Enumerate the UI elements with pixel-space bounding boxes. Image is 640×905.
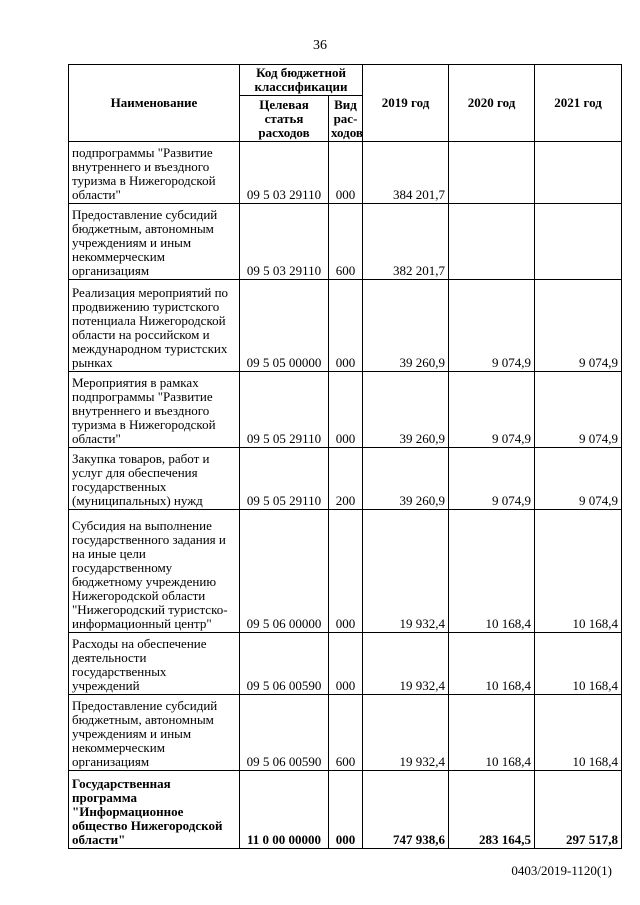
row-expense-type: 000 [329,280,363,372]
row-value-2021: 10 168,4 [535,695,622,771]
row-value-2019: 382 201,7 [363,204,449,280]
row-expense-type: 200 [329,448,363,510]
row-value-2020: 283 164,5 [449,771,535,849]
row-name: Закупка товаров, работ и услуг для обеспечения государственных (муниципальных) нужд [69,448,240,510]
row-value-2019: 39 260,9 [363,372,449,448]
table-header [69,65,622,142]
row-name: Мероприятия в рамках подпрограммы "Развитие внутреннего и въездного туризма в Нижегородской области" [69,372,240,448]
row-value-2021: 9 074,9 [535,280,622,372]
header-expense-type: Вид рас-ходов [329,96,363,142]
row-name: Расходы на обеспечение деятельности государственных учреждений [69,633,240,695]
row-value-2021: 9 074,9 [535,448,622,510]
header-2019: 2019 год [363,65,449,142]
header-name: Наименование [69,65,240,142]
row-expense-type: 600 [329,695,363,771]
row-target-code: 09 5 05 29110 [240,372,329,448]
row-value-2019: 747 938,6 [363,771,449,849]
row-value-2019: 19 932,4 [363,633,449,695]
header-kbk-group: Код бюджетной классификации [240,65,363,96]
table-row [69,695,622,771]
row-name: Предоставление субсидий бюджетным, автономным учреждениям и иным некоммерческим организациям [69,204,240,280]
row-value-2019: 384 201,7 [363,142,449,204]
row-value-2020: 9 074,9 [449,372,535,448]
header-2021: 2021 год [535,65,622,142]
row-target-code: 11 0 00 00000 [240,771,329,849]
row-value-2020: 9 074,9 [449,448,535,510]
row-name: Предоставление субсидий бюджетным, автономным учреждениям и иным некоммерческим организациям [69,695,240,771]
row-value-2019: 39 260,9 [363,280,449,372]
row-value-2019: 39 260,9 [363,448,449,510]
row-value-2021: 297 517,8 [535,771,622,849]
budget-table [68,64,622,849]
document-id: 0403/2019-1120(1) [511,863,612,878]
table-row [69,771,622,849]
row-expense-type: 600 [329,204,363,280]
row-value-2020: 10 168,4 [449,695,535,771]
row-expense-type: 000 [329,372,363,448]
table-row [69,448,622,510]
row-value-2020: 10 168,4 [449,633,535,695]
row-value-2021: 10 168,4 [535,510,622,633]
row-name: Государственная программа "Информационное общество Нижегородской области" [69,771,240,849]
row-expense-type: 000 [329,142,363,204]
row-name: Субсидия на выполнение государственного задания и на иные цели государственному бюджетному учреждению Нижегородской области "Нижегородский туристско-информационный центр" [69,510,240,633]
row-target-code: 09 5 05 29110 [240,448,329,510]
row-value-2020 [449,204,535,280]
header-2020: 2020 год [449,65,535,142]
row-value-2021: 9 074,9 [535,372,622,448]
row-target-code: 09 5 03 29110 [240,142,329,204]
row-target-code: 09 5 05 00000 [240,280,329,372]
row-value-2020: 9 074,9 [449,280,535,372]
row-expense-type: 000 [329,510,363,633]
row-name: подпрограммы "Развитие внутреннего и въездного туризма в Нижегородской области" [69,142,240,204]
row-value-2021 [535,204,622,280]
row-value-2021: 10 168,4 [535,633,622,695]
row-target-code: 09 5 06 00590 [240,633,329,695]
row-name: Реализация мероприятий по продвижению туристского потенциала Нижегородской области на российском и международном туристских рынках [69,280,240,372]
row-expense-type: 000 [329,633,363,695]
row-target-code: 09 5 06 00590 [240,695,329,771]
table-row [69,280,622,372]
row-value-2020 [449,142,535,204]
row-value-2021 [535,142,622,204]
table-row [69,633,622,695]
table-body [69,142,622,849]
row-value-2020: 10 168,4 [449,510,535,633]
table-row [69,372,622,448]
table-row [69,204,622,280]
row-target-code: 09 5 06 00000 [240,510,329,633]
page-number: 36 [313,38,327,53]
row-value-2019: 19 932,4 [363,695,449,771]
row-expense-type: 000 [329,771,363,849]
row-value-2019: 19 932,4 [363,510,449,633]
table-row [69,510,622,633]
table-row [69,142,622,204]
header-target-article: Целевая статья расходов [240,96,329,142]
row-target-code: 09 5 03 29110 [240,204,329,280]
